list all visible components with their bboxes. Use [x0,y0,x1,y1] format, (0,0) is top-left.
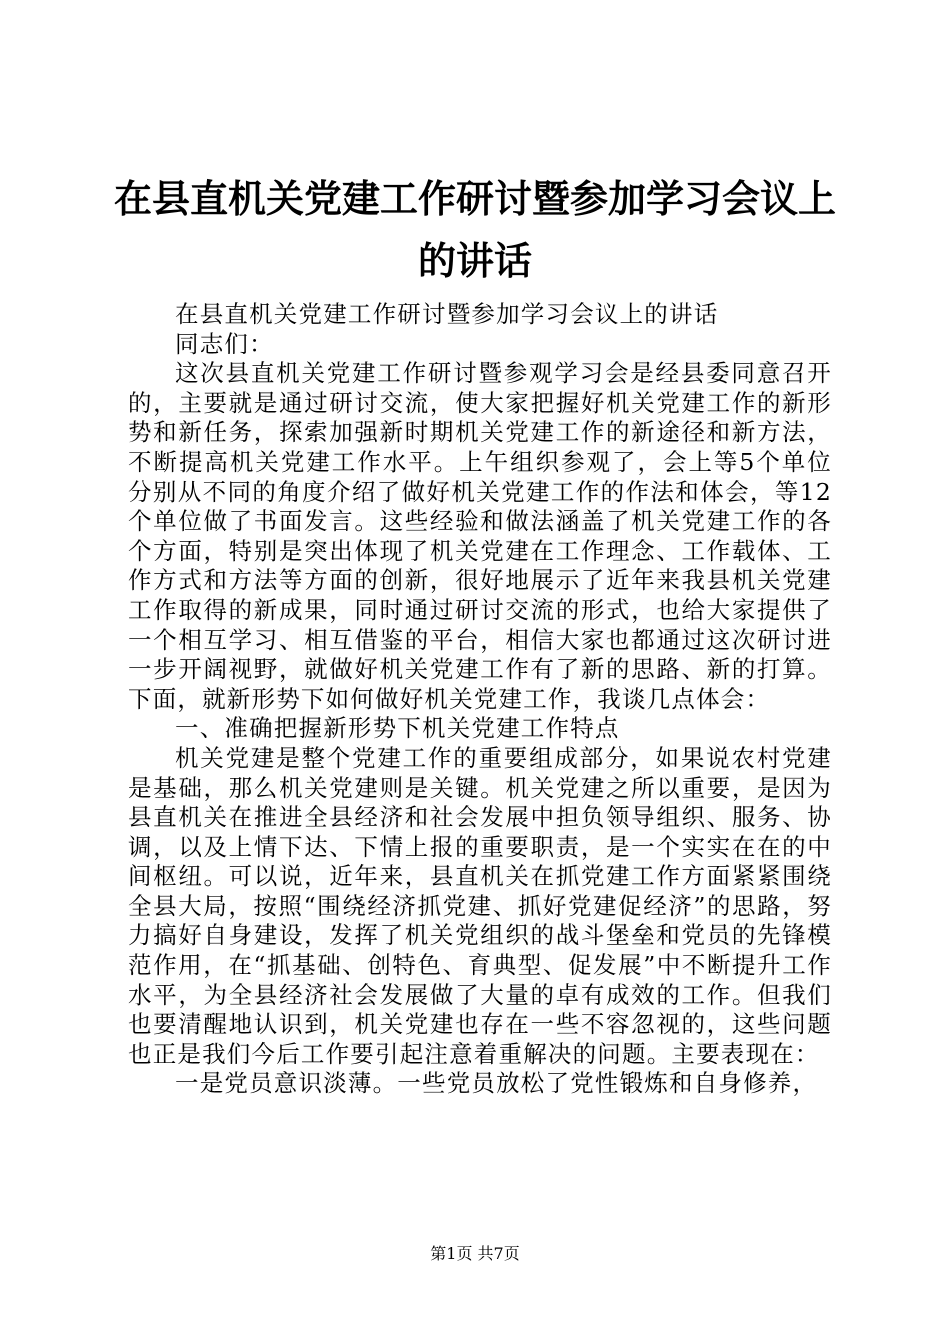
document-title: 在县直机关党建工作研讨暨参加学习会议上的讲话 [113,177,836,283]
body-paragraph-intro: 这次县直机关党建工作研讨暨参观学习会是经县委同意召开的，主要就是通过研讨交流，使大家把握好机关党建工作的新形势和新任务，探索加强新时期机关党建工作的新途径和新方法，不断提高机关党建工作水平。上午组织参观了，会上等5个单位分别从不同的角度介绍了做好机关党建工作的作法和体会，等12个单位做了书面发言。这些经验和做法涵盖了机关党建工作的各个方面，特别是突出体现了机关党建在工作理念、工作载体、工作方式和方法等方面的创新，很好地展示了近年来我县机关党建工作取得的新成果，同时通过研讨交流的形式，也给大家提供了一个相互学习、相互借鉴的平台，相信大家也都通过这次研讨进一步开阔视野，就做好机关党建工作有了新的思路、新的打算。下面，就新形势下如何做好机关党建工作，我谈几点体会： [128,359,832,713]
document-body [128,300,832,1099]
body-paragraph-subtitle: 在县直机关党建工作研讨暨参加学习会议上的讲话 [175,300,719,328]
body-paragraph-salutation: 同志们： [175,329,274,358]
body-paragraph-section-1: 机关党建是整个党建工作的重要组成部分，如果说农村党建是基础，那么机关党建则是关键。机关党建之所以重要，是因为县直机关在推进全县经济和社会发展中担负领导组织、服务、协调，以及上情下达、下情上报的重要职责，是一个实实在在的中间枢纽。可以说，近年来，县直机关在抓党建工作方面紧紧围绕全县大局，按照“围绕经济抓党建、抓好党建促经济”的思路，努力搞好自身建设，发挥了机关党组织的战斗堡垒和党员的先锋模范作用，在“抓基础、创特色、育典型、促发展”中不断提升工作水平，为全县经济社会发展做了大量的卓有成效的工作。但我们也要清醒地认识到，机关党建也存在一些不容忽视的，这些问题也正是我们今后工作要引起注意着重解决的问题。主要表现在： [128,743,832,1068]
section-heading-1: 一、准确把握新形势下机关党建工作特点 [175,714,620,743]
page-number-footer: 第1页 共7页 [430,1244,520,1263]
body-paragraph-point-1: 一是党员意识淡薄。一些党员放松了党性锻炼和自身修养， [175,1069,818,1098]
